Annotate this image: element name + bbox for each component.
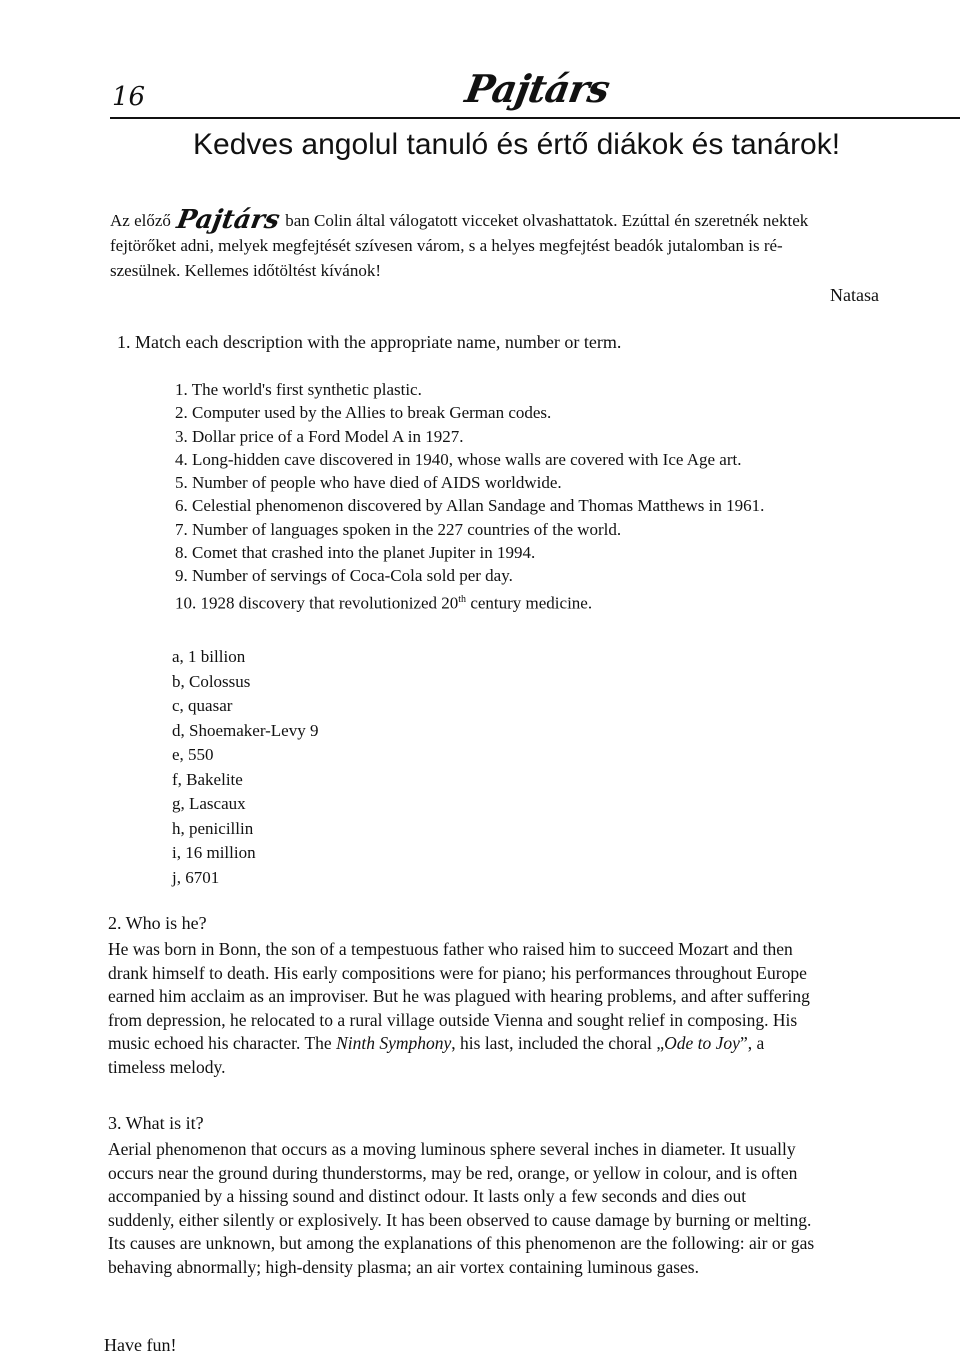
page-number: 16	[112, 82, 146, 112]
answer-options	[172, 645, 318, 890]
intro-paragraph	[110, 205, 960, 283]
text-segment: ”, a	[739, 1033, 765, 1053]
intro-line-1	[110, 205, 960, 235]
superscript: th	[458, 593, 467, 605]
question-2-heading: 2. Who is he?	[108, 913, 207, 933]
paragraph-line: Its causes are unknown, but among the explanations of this phenomenon are the following: air or gas	[108, 1233, 815, 1253]
header-rule	[110, 117, 960, 119]
list-item: 5. Number of people who have died of AIDS worldwide.	[175, 473, 562, 493]
option-item: j, 6701	[172, 867, 220, 887]
intro-text: ban Colin által válogatott vicceket olvashattatok. Ezúttal én szeretnék nektek	[285, 211, 809, 230]
option-item: f, Bakelite	[172, 769, 243, 789]
list-item: 6. Celestial phenomenon discovered by Allan Sandage and Thomas Matthews in 1961.	[175, 496, 765, 516]
question-1-heading: 1. Match each description with the appropriate name, number or term.	[117, 332, 622, 352]
magazine-logo: Pajtárs	[462, 66, 613, 111]
paragraph-line: Aerial phenomenon that occurs as a moving luminous sphere several inches in diameter. It usually	[108, 1139, 796, 1159]
list-item	[175, 588, 764, 611]
option-item: h, penicillin	[172, 818, 254, 838]
paragraph-line	[108, 1032, 948, 1056]
intro-line-3: szesülnek. Kellemes időtöltést kívánok!	[110, 261, 381, 280]
closing-text: Have fun!	[104, 1335, 177, 1355]
author-signature: Natasa	[830, 285, 879, 305]
inline-magazine-logo: Pajtárs	[174, 205, 282, 235]
option-item: c, quasar	[172, 696, 233, 715]
paragraph-line: earned him acclaim as an improviser. But he was plagued with hearing problems, and after suffering	[108, 986, 810, 1006]
question-2-paragraph	[108, 938, 948, 1079]
question-3-paragraph	[108, 1138, 948, 1279]
list-item: 8. Comet that crashed into the planet Jupiter in 1994.	[175, 543, 536, 563]
paragraph-line: accompanied by a hissing sound and distinct odour. It lasts only a few seconds and dies out	[108, 1186, 747, 1206]
list-item-text: century medicine.	[466, 593, 593, 613]
question-3-heading: 3. What is it?	[108, 1113, 204, 1133]
paragraph-line: timeless melody.	[108, 1056, 226, 1077]
list-item: 9. Number of servings of Coca-Cola sold per day.	[175, 566, 513, 586]
paragraph-line: occurs near the ground during thunderstorms, may be red, orange, or yellow in colour, and is often	[108, 1162, 798, 1183]
intro-text: Az előző	[110, 211, 171, 230]
list-item: 3. Dollar price of a Ford Model A in 1927.	[175, 426, 464, 446]
page-title: Kedves angolul tanuló és értő diákok és tanárok!	[193, 128, 841, 161]
list-item: 4. Long-hidden cave discovered in 1940, whose walls are covered with Ice Age art.	[175, 449, 742, 469]
option-item: d, Shoemaker-Levy 9	[172, 720, 319, 740]
option-item: e, 550	[172, 745, 214, 764]
list-item: 7. Number of languages spoken in the 227 countries of the world.	[175, 519, 622, 539]
option-item: a, 1 billion	[172, 647, 246, 666]
text-segment: , his last, included the choral „	[451, 1033, 665, 1053]
intro-line-2: fejtörőket adni, melyek megfejtését szívesen várom, s a helyes megfejtést beadók jutalomban is ré-	[110, 236, 783, 255]
question-1-list	[175, 378, 764, 611]
list-item: 2. Computer used by the Allies to break German codes.	[175, 403, 552, 423]
text-segment: music echoed his character. The	[108, 1033, 337, 1053]
option-item: b, Colossus	[172, 671, 251, 691]
list-item: 1. The world's first synthetic plastic.	[175, 380, 422, 399]
italic-title: Ninth Symphony	[336, 1033, 452, 1053]
paragraph-line: He was born in Bonn, the son of a tempestuous father who raised him to succeed Mozart and then	[108, 939, 793, 959]
paragraph-line: from depression, he relocated to a rural village outside Vienna and sought relief in composing. His	[108, 1009, 798, 1030]
option-item: i, 16 million	[172, 843, 256, 862]
paragraph-line: behaving abnormally; high-density plasma; an air vortex containing luminous gases.	[108, 1256, 699, 1277]
paragraph-line: drank himself to death. His early compositions were for piano; his performances throughout Europe	[108, 962, 807, 983]
italic-title: Ode to Joy	[664, 1033, 740, 1053]
paragraph-line: suddenly, either silently or explosively. It has been observed to cause damage by burning or melting.	[108, 1209, 812, 1230]
list-item-text: 10. 1928 discovery that revolutionized 20	[175, 593, 459, 613]
option-item: g, Lascaux	[172, 794, 246, 813]
